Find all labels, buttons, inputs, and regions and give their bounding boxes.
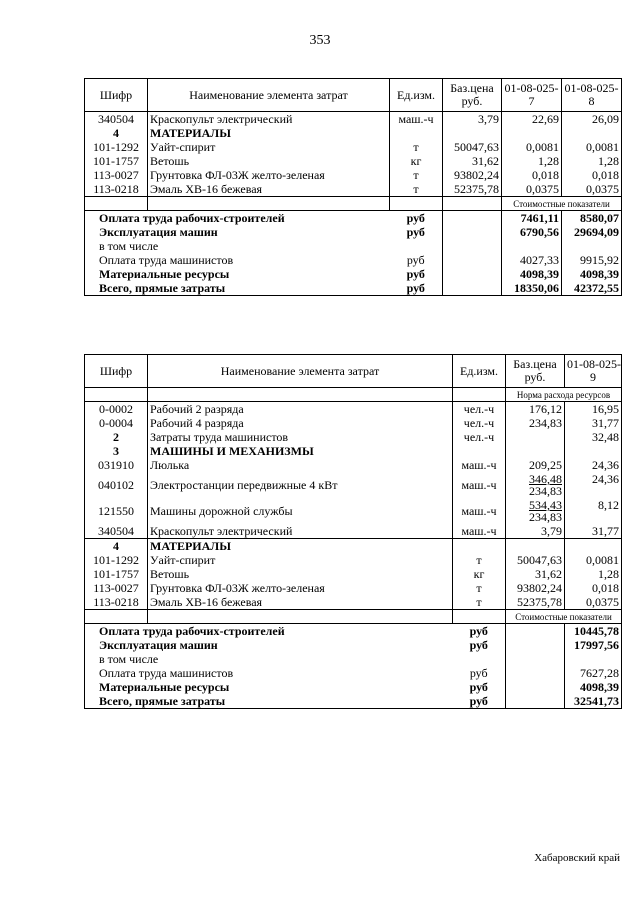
header-price: Баз.цена руб. — [506, 355, 565, 388]
table-row: 4 МАТЕРИАЛЫ — [85, 539, 622, 554]
summary-row: Оплата труда машинистов руб 7627,28 — [85, 666, 622, 680]
table-row: 113-0027 Грунтовка ФЛ-03Ж желто-зеленая т 93802,24 0,018 0,018 — [85, 168, 622, 182]
page-number: 353 — [309, 33, 331, 48]
header-code: Шифр — [85, 79, 148, 112]
header-unit: Ед.изм. — [453, 355, 506, 388]
cost-table-1 — [84, 78, 622, 296]
table-row: 0-0002 Рабочий 2 разряда чел.-ч 176,12 16,95 — [85, 402, 622, 417]
summary-row: в том числе — [85, 239, 622, 253]
summary-row: Всего, прямые затраты руб 32541,73 — [85, 694, 622, 709]
header-col-7: 01-08-025- 7 — [502, 79, 562, 112]
summary-row: Оплата труда рабочих-строителей руб 7461,11 8580,07 — [85, 211, 622, 226]
header-price: Баз.цена руб. — [443, 79, 502, 112]
table-row: 340504 Краскопульт электрический маш.-ч 3,79 22,69 26,09 — [85, 112, 622, 127]
summary-row: Материальные ресурсы руб 4098,39 4098,39 — [85, 267, 622, 281]
header-unit: Ед.изм. — [390, 79, 443, 112]
table-row: 101-1757 Ветошь кг 31,62 1,28 — [85, 567, 622, 581]
summary-row: Эксплуатация машин руб 6790,56 29694,09 — [85, 225, 622, 239]
table-header-row — [85, 355, 622, 388]
summary-row: Оплата труда рабочих-строителей руб 10445,78 — [85, 624, 622, 639]
table-row: 113-0027 Грунтовка ФЛ-03Ж желто-зеленая т 93802,24 0,018 — [85, 581, 622, 595]
table-row: 113-0218 Эмаль ХВ-16 бежевая т 52375,78 0,0375 0,0375 — [85, 182, 622, 197]
header-name: Наименование элемента затрат — [148, 355, 453, 388]
table-row: 2 Затраты труда машинистов чел.-ч 32,48 — [85, 430, 622, 444]
table-row: 121550 Машины дорожной службы маш.-ч 534,43 234,83 8,12 — [85, 498, 622, 524]
table-row: 3 МАШИНЫ И МЕХАНИЗМЫ — [85, 444, 622, 458]
table-row: 040102 Электростанции передвижные 4 кВт маш.-ч 346,48 234,83 24,36 — [85, 472, 622, 498]
summary-row: Материальные ресурсы руб 4098,39 — [85, 680, 622, 694]
table-row: 113-0218 Эмаль ХВ-16 бежевая т 52375,78 0,0375 — [85, 595, 622, 610]
header-col-8: 01-08-025- 8 — [562, 79, 622, 112]
table-row: 101-1292 Уайт-спирит т 50047,63 0,0081 0,0081 — [85, 140, 622, 154]
norm-header: Норма расхода ресурсов — [85, 388, 622, 402]
table-row: 0-0004 Рабочий 4 разряда чел.-ч 234,83 31,77 — [85, 416, 622, 430]
table-row: 101-1292 Уайт-спирит т 50047,63 0,0081 — [85, 553, 622, 567]
header-code: Шифр — [85, 355, 148, 388]
table-row: 101-1757 Ветошь кг 31,62 1,28 1,28 — [85, 154, 622, 168]
region-footer: Хабаровский край — [534, 852, 620, 864]
summary-row: Эксплуатация машин руб 17997,56 — [85, 638, 622, 652]
summary-row: в том числе — [85, 652, 622, 666]
summary-row: Всего, прямые затраты руб 18350,06 42372,55 — [85, 281, 622, 296]
header-name: Наименование элемента затрат — [148, 79, 390, 112]
summary-row: Оплата труда машинистов руб 4027,33 9915,92 — [85, 253, 622, 267]
cost-indicators-header: Стоимостные показатели — [85, 197, 622, 211]
cost-table-2 — [84, 354, 622, 709]
table-header-row — [85, 79, 622, 112]
table-row: 031910 Люлька маш.-ч 209,25 24,36 — [85, 458, 622, 472]
header-col-9: 01-08-025- 9 — [565, 355, 622, 388]
cost-indicators-header: Стоимостные показатели — [85, 610, 622, 624]
table-row: 4 МАТЕРИАЛЫ — [85, 126, 622, 140]
table-row: 340504 Краскопульт электрический маш.-ч 3,79 31,77 — [85, 524, 622, 539]
